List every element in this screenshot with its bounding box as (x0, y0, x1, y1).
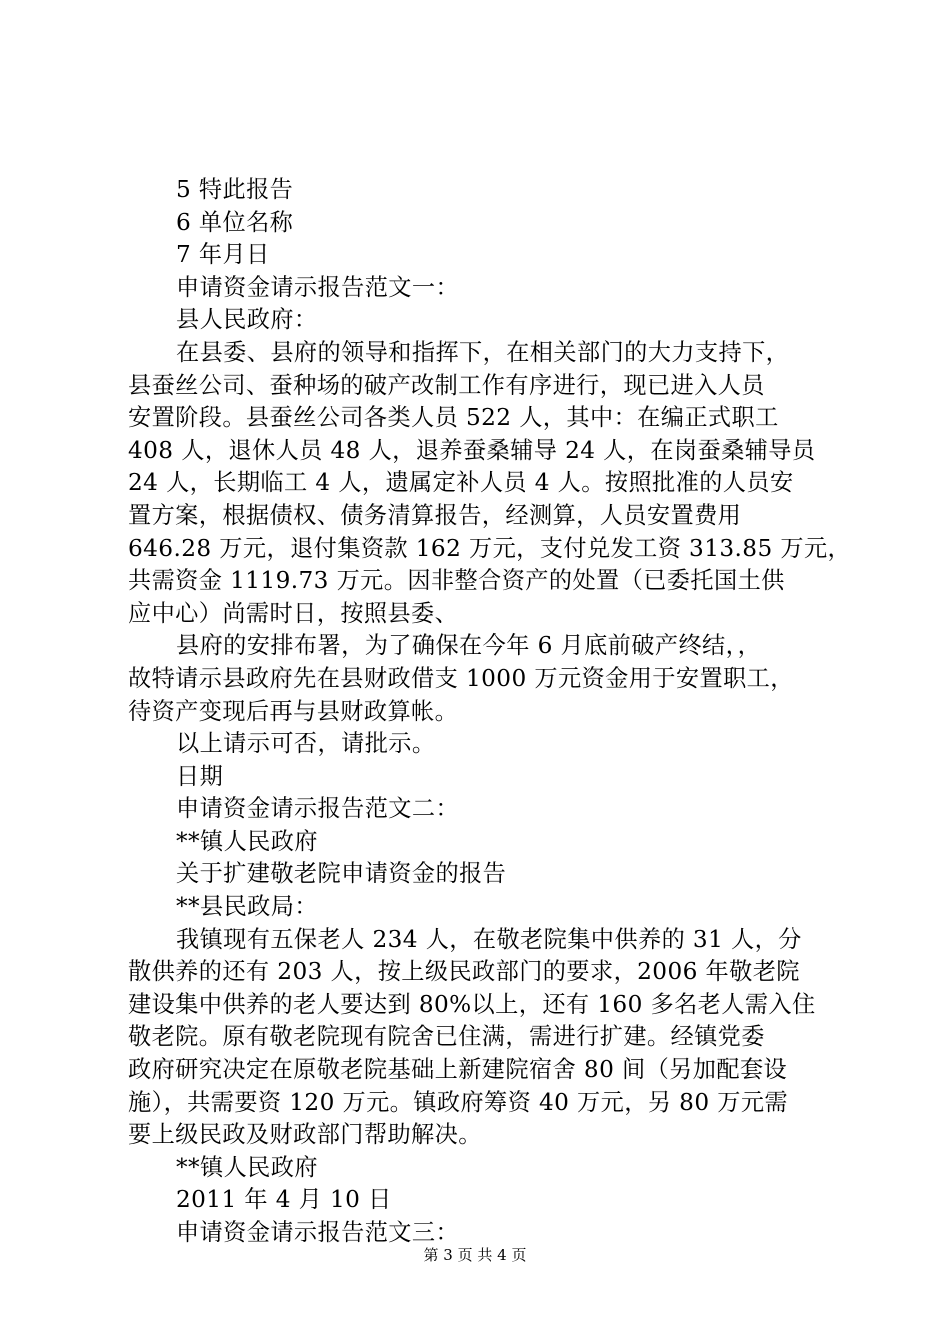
text-line: 在县委、县府的领导和指挥下，在相关部门的大力支持下， (176, 338, 790, 366)
text-line: 申请资金请示报告范文三： (176, 1219, 460, 1246)
text-line: 施），共需要资 120 万元。镇政府筹资 40 万元，另 80 万元需 (128, 1088, 789, 1116)
text-line: 要上级民政及财政部门帮助解决。 (128, 1121, 482, 1149)
text-line: 408 人，退休人员 48 人，退养蚕桑辅导 24 人，在岗蚕桑辅导员 (128, 436, 816, 464)
text-line: 以上请示可否，请批示。 (176, 730, 436, 758)
text-line: 646.28 万元，退付集资款 162 万元，支付兑发工资 313.85 万元， (128, 534, 852, 562)
text-line: 共需资金 1119.73 万元。因非整合资产的处置（已委托国土供 (128, 567, 785, 595)
text-line: **镇人民政府 (176, 827, 318, 855)
text-line: 散供养的还有 203 人，按上级民政部门的要求，2006 年敬老院 (128, 958, 800, 986)
text-line: 建设集中供养的老人要达到 80%以上，还有 160 多名老人需入住 (128, 990, 816, 1018)
text-line: **镇人民政府 (176, 1153, 318, 1181)
text-line: 24 人，长期临工 4 人，遗属定补人员 4 人。按照批准的人员安 (128, 469, 794, 497)
page-footer: 第 3 页 共 4 页 (423, 1246, 527, 1264)
text-line: 申请资金请示报告范文二： (176, 795, 460, 823)
text-line: 敬老院。原有敬老院现有院舍已住满，需进行扩建。经镇党委 (128, 1023, 765, 1051)
text-line: 日期 (176, 762, 224, 790)
text-line: 关于扩建敬老院申请资金的报告 (176, 860, 507, 888)
text-line: 应中心）尚需时日，按照县委、 (128, 599, 459, 627)
text-line: 我镇现有五保老人 234 人，在敬老院集中供养的 31 人，分 (176, 925, 802, 953)
text-line: 县蚕丝公司、蚕种场的破产改制工作有序进行，现已进入人员 (128, 371, 765, 399)
text-line: 县人民政府： (176, 306, 318, 334)
text-line: 5 特此报告 (176, 176, 294, 203)
text-line: 县府的安排布署，为了确保在今年 6 月底前破产终结，， (176, 632, 762, 660)
text-line: **县民政局： (176, 893, 318, 921)
text-line: 置方案，根据债权、债务清算报告，经测算，人员安置费用 (128, 501, 742, 529)
text-line: 6 单位名称 (176, 208, 294, 236)
text-line: 2011 年 4 月 10 日 (176, 1186, 392, 1214)
text-line: 申请资金请示报告范文一： (176, 273, 460, 301)
text-line: 故特请示县政府先在县财政借支 1000 万元资金用于安置职工， (128, 664, 794, 692)
text-line: 待资产变现后再与县财政算帐。 (128, 697, 459, 725)
text-line: 政府研究决定在原敬老院基础上新建院宿舍 80 间（另加配套设 (128, 1056, 788, 1084)
document-body (128, 174, 852, 1250)
text-line: 安置阶段。县蚕丝公司各类人员 522 人，其中：在编正式职工 (128, 404, 779, 432)
text-line: 7 年月日 (176, 241, 270, 269)
